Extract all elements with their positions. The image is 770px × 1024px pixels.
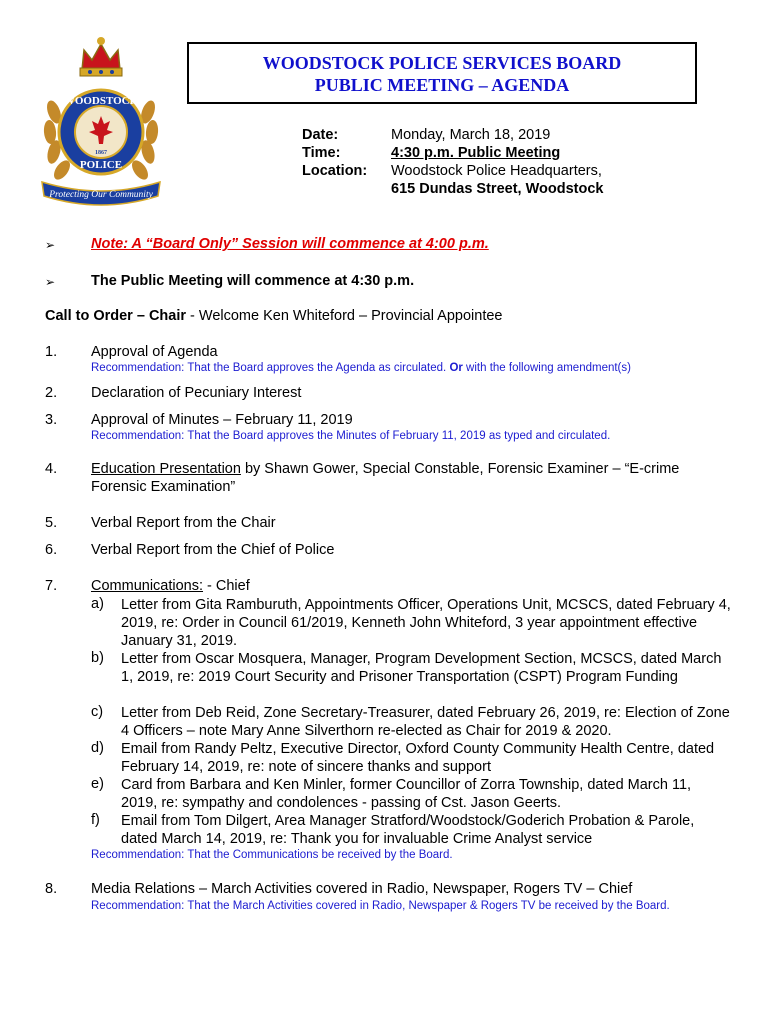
item-number: 2. — [45, 385, 58, 401]
communication-e: e) Card from Barbara and Ken Minler, former Councillor of Zorra Township, dated March 11, 2019, re: sympathy and condolences - passing of Cst. Jason Geerts. — [91, 776, 692, 811]
banner-text: Protecting Our Community — [49, 190, 153, 200]
badge-top-text: WOODSTOCK — [63, 95, 139, 107]
title-line-1: WOODSTOCK POLICE SERVICES BOARD — [262, 53, 622, 73]
communication-b: b) Letter from Oscar Mosquera, Manager, Program Development Section, MCSCS, dated March 1, 2019, re: 2019 Court Security and Prisoner Transportation (CSPT) Program Funding — [91, 650, 722, 685]
time-label: Time: — [302, 145, 341, 161]
item-number: 3. — [45, 412, 58, 428]
badge-year-text: 1867 — [95, 150, 107, 156]
board-only-note: Note: A “Board Only” Session will commence at 4:00 p.m. — [91, 236, 489, 252]
communication-d: d) Email from Randy Peltz, Executive Director, Oxford County Community Health Centre, dated February 14, 2019, re: note of sincere thanks and support — [91, 740, 715, 775]
item-number: 8. — [45, 881, 58, 897]
item-media-relations: Media Relations – March Activities covered in Radio, Newspaper, Rogers TV – Chief — [91, 881, 633, 897]
public-meeting-note: The Public Meeting will commence at 4:30 p.m. — [91, 273, 415, 289]
item-pecuniary-interest: Declaration of Pecuniary Interest — [91, 385, 302, 401]
recommendation-minutes: Recommendation: That the Board approves the Minutes of February 11, 2019 as typed and circulated. — [91, 430, 611, 442]
item-number: 5. — [45, 515, 58, 531]
crown-icon — [80, 37, 122, 76]
call-to-order-heading: Call to Order – Chair — [45, 308, 187, 324]
title-box — [187, 42, 697, 104]
call-to-order-text: - Welcome Ken Whiteford – Provincial Appointee — [186, 308, 503, 324]
item-report-chair: Verbal Report from the Chair — [91, 515, 276, 531]
communication-a: a) Letter from Gita Ramburuth, Appointments Officer, Operations Unit, MCSCS, dated February 4, 2019, re: Order in Council 61/2019, Kenneth John Whiteford, 3 year appointment effective January 31, 2019. — [91, 596, 731, 649]
recommendation-communications: Recommendation: That the Communications be received by the Board. — [91, 849, 453, 861]
communication-f: f) Email from Tom Dilgert, Area Manager Stratford/Woodstock/Goderich Probation & Parole, dated March 14, 2019, re: Thank you for invaluable Crime Analyst service — [91, 812, 695, 847]
time-value: 4:30 p.m. Public Meeting — [391, 145, 561, 161]
item-number: 7. — [45, 578, 58, 594]
communication-c: c) Letter from Deb Reid, Zone Secretary-Treasurer, dated February 26, 2019, re: Election of Zone 4 Officers – note Mary Anne Silverthorn re-elected as Chair for 2019 & 2020. — [91, 704, 730, 739]
call-to-order — [45, 308, 503, 324]
arrow-bullet-icon: ➢ — [45, 238, 56, 252]
item-number: 4. — [45, 461, 58, 477]
item-number: 6. — [45, 542, 58, 558]
police-crest-logo — [40, 32, 162, 206]
arrow-bullet-icon: ➢ — [45, 275, 56, 289]
location-value: Woodstock Police Headquarters, — [391, 163, 602, 179]
item-report-chief: Verbal Report from the Chief of Police — [91, 542, 335, 558]
item-number: 1. — [45, 344, 58, 360]
title-line-2: PUBLIC MEETING – AGENDA — [314, 75, 570, 95]
item-communications: Communications: - Chief — [91, 578, 250, 594]
location-label: Location: — [302, 163, 368, 179]
item-education-presentation-line2: Forensic Examination” — [91, 479, 236, 495]
recommendation-agenda: Recommendation: That the Board approves the Agenda as circulated. Or with the following amendment(s) — [91, 362, 631, 374]
item-approval-of-minutes: Approval of Minutes – February 11, 2019 — [91, 412, 353, 428]
badge-bottom-text: POLICE — [79, 159, 123, 171]
item-approval-of-agenda: Approval of Agenda — [91, 344, 218, 360]
address-value: 615 Dundas Street, Woodstock — [391, 181, 604, 197]
date-label: Date: — [302, 127, 339, 143]
item-education-presentation: Education Presentation by Shawn Gower, Special Constable, Forensic Examiner – “E-crime — [91, 461, 680, 477]
recommendation-media: Recommendation: That the March Activities covered in Radio, Newspaper & Rogers TV be received by the Board. — [91, 900, 670, 912]
date-value: Monday, March 18, 2019 — [391, 127, 551, 143]
